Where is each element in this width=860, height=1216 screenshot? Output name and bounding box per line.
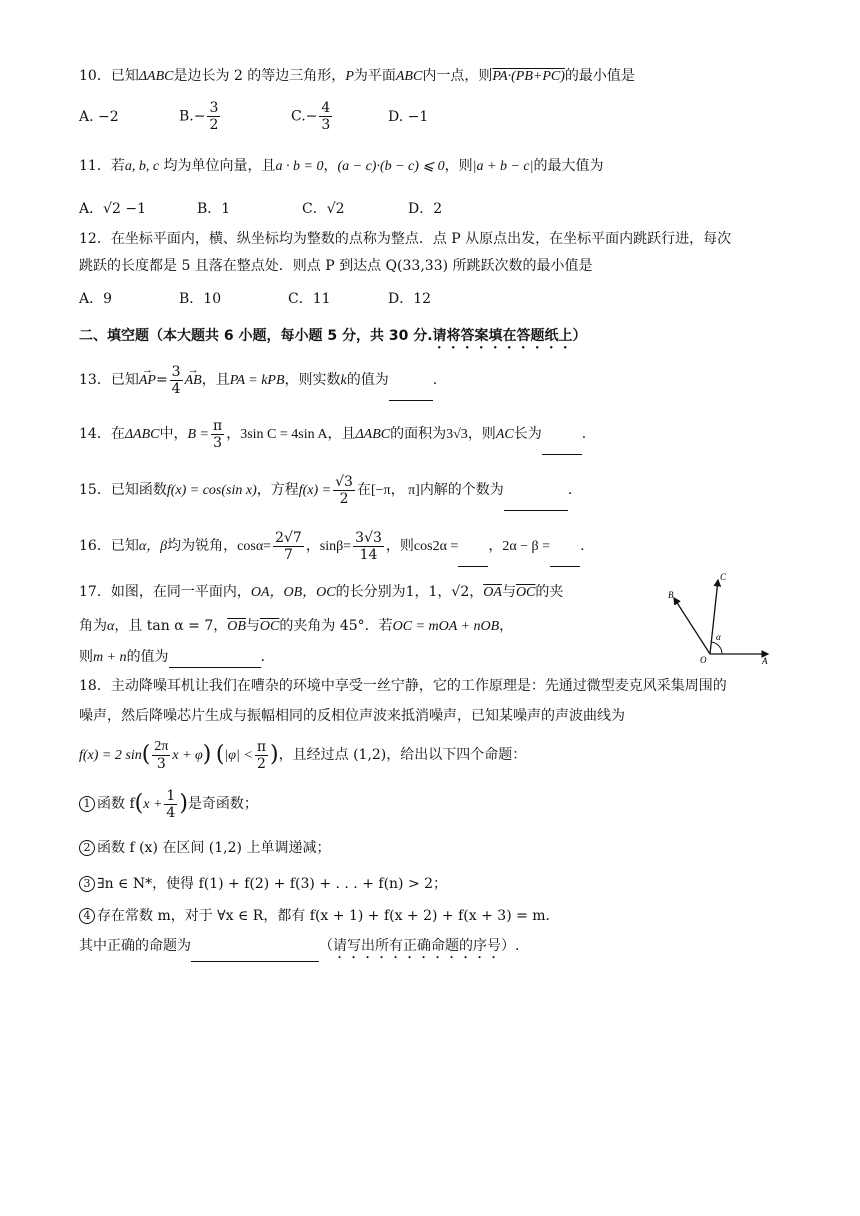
- q17-line1: 17．如图，在同一平面内，OA，OB，OC的长分别为1，1，√2，$\overline{OA}$与$\overline{OC}$的夹: [79, 584, 564, 600]
- q15-blank[interactable]: [504, 496, 568, 511]
- q16-stem: 16．已知α，β均为锐角，cosα= $\frac{2√7}{7}$ ，sinβ= $\frac{3√3}{14}$ ，则cos2α = ，2α − β = .: [79, 526, 585, 566]
- q11-option-b: B．1: [197, 201, 231, 217]
- q11-stem: 11．若a, b, c 均为单位向量，且a · b = 0，(a − c)·(b − c) ⩽ 0，则|a + b − c|的最大值为: [79, 158, 604, 174]
- q10-options: [79, 100, 779, 140]
- q12-line2: 跳跃的长度都是 5 且落在整点处．则点 P 到达点 Q(33,33) 所跳跃次数的最小值是: [79, 258, 593, 274]
- label-o: O: [700, 655, 707, 665]
- q12-option-c: C．11: [288, 291, 331, 307]
- q14-blank[interactable]: [542, 440, 582, 455]
- q18-prop-2: 2 函数 f (x) 在区间 (1,2) 上单调递减；: [79, 838, 330, 858]
- q18-prop-4: 4 存在常数 m，对于 ∀x ∈ R，都有 f(x + 1) + f(x + 2) + f(x + 3) = m．: [79, 906, 560, 926]
- q11-option-c: C．√2: [302, 201, 345, 217]
- label-a: A: [762, 656, 768, 666]
- q10-option-a: A. −2: [79, 109, 119, 125]
- q12-option-a: A．9: [79, 291, 113, 307]
- q12-option-d: D．12: [388, 291, 432, 307]
- q17-line3: 则m + n的值为 .: [79, 647, 265, 668]
- q17-blank[interactable]: [169, 653, 261, 668]
- q16-blank-2[interactable]: [550, 552, 580, 567]
- angle-arc: [711, 642, 722, 654]
- q17-figure: [660, 568, 780, 668]
- q18-prop-3: 3 ∃n ∈ N*，使得 f(1) + f(2) + f(3) + . . . + f(n) > 2；: [79, 874, 447, 894]
- q12-option-b: B．10: [179, 291, 222, 307]
- q17-line2: 角为α，且 tan α = 7，$\overline{OB}$与$\overline{OC}$的夹角为 45°．若OC = mOA + nOB，: [79, 618, 514, 634]
- q11-option-d: D．2: [408, 201, 443, 217]
- q12-line1: 12．在坐标平面内，横、纵坐标均为整数的点称为整点．点 P 从原点出发，在坐标平面内跳跃行进，每次: [79, 231, 732, 247]
- q18-prop-1: 1 函数 f(x + $\frac{1}{4}$ )是奇函数；: [79, 784, 258, 824]
- q18-line1: 18．主动降噪耳机让我们在嘈杂的环境中享受一丝宁静，它的工作原理是：先通过微型麦克风采集周围的: [79, 678, 727, 694]
- section-heading: 二、填空题（本大题共 6 小题，每小题 5 分，共 30 分.请将答案填在答题纸上）: [79, 328, 587, 344]
- label-b: B: [668, 590, 674, 600]
- q18-formula-line: f(x) = 2 sin( $\frac{2\pi}{3}$ x + φ) (|φ| < $\frac{\pi}{2}$ )，且经过点 (1,2)，给出以下四个命题：: [79, 738, 527, 772]
- ray-ob: [674, 598, 710, 654]
- label-c: C: [720, 572, 727, 582]
- q10-option-d: D. −1: [388, 109, 429, 125]
- q14-stem: 14．在ΔABC中，B = $\frac{\pi}{3}$ ，3sin C = 4sin A，且ΔABC的面积为3√3，则AC长为 .: [79, 414, 586, 454]
- q10-stem: 10．已知ΔABC是边长为 2 的等边三角形，P为平面ABC内一点，则PA·(PB+PC)的最小值是: [79, 68, 635, 84]
- q11-options: [79, 198, 779, 220]
- q13-blank[interactable]: [389, 386, 433, 401]
- q10-option-b: B.− $\frac{3}{2}$: [179, 100, 219, 133]
- q10-option-c: C.− $\frac{4}{3}$: [291, 100, 331, 133]
- q18-line2: 噪声，然后降噪芯片生成与振幅相同的反相位声波来抵消噪声，已知某噪声的声波曲线为: [79, 708, 625, 724]
- q16-blank-1[interactable]: [458, 552, 488, 567]
- q11-option-a: A．√2 −1: [79, 201, 147, 217]
- q15-stem: 15．已知函数f(x) = cos(sin x)，方程f(x) = $\frac{√3}{2}$ 在[−π， π]内解的个数为 .: [79, 470, 572, 510]
- q18-last-line: 其中正确的命题为 （请写出所有正确命题的序号）.: [79, 936, 519, 962]
- q18-blank[interactable]: [191, 947, 319, 962]
- label-alpha: α: [716, 632, 721, 642]
- q12-options: [79, 288, 779, 310]
- q13-stem: 13．已知→ AP= $\frac{3}{4}$ → AB，且PA = kPB，则实数k的值为 .: [79, 360, 437, 400]
